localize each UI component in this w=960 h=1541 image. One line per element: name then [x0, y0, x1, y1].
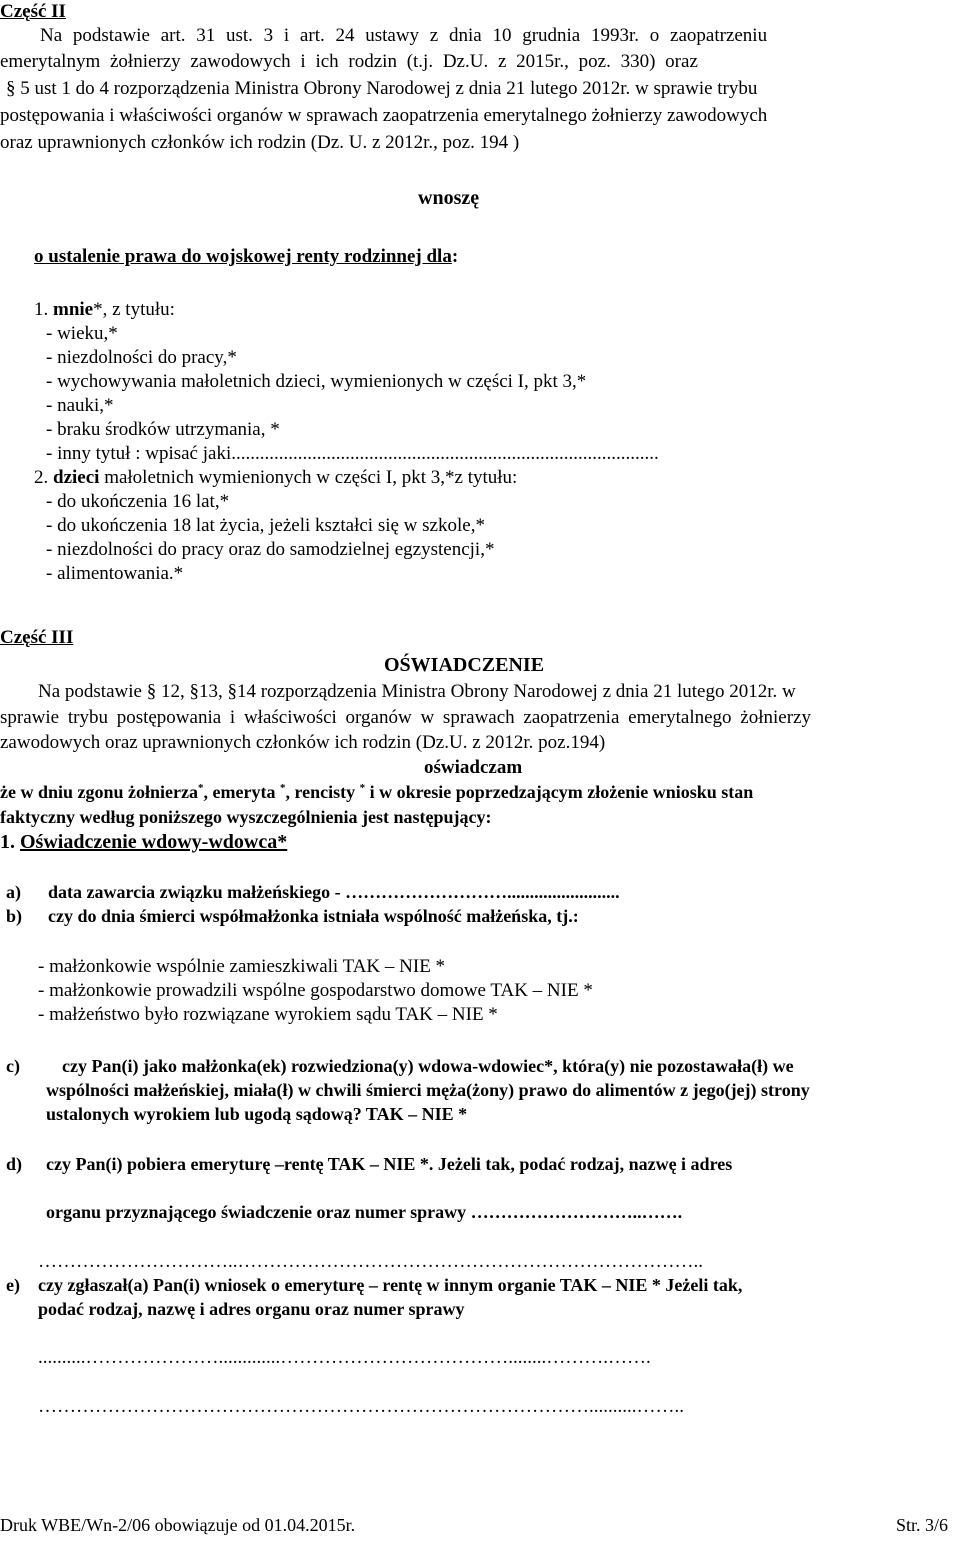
item-c-label: c) [6, 1056, 20, 1076]
subject-text: o ustalenie prawa do wojskowej renty rodzinnej dla [34, 246, 452, 267]
item-2-option: - do ukończenia 16 lat,* [46, 491, 230, 512]
item-2-option: - niezdolności do pracy oraz do samodzielnej egzystencji,* [46, 539, 495, 560]
item-2-rest: małoletnich wymienionych w części I, pkt 3,*z tytułu: [99, 467, 518, 488]
oswiadczam-heading: oświadczam [424, 757, 523, 778]
item-e-dots-2: ……………………………………………………………………………..........…….. [38, 1396, 684, 1417]
item-1-bold: mnie [53, 299, 94, 320]
item-e-label: e) [6, 1275, 20, 1295]
star: * [359, 782, 366, 794]
item-1 [34, 298, 175, 322]
item-b-option: - małżonkowie wspólnie zamieszkiwali TAK – NIE * [38, 956, 446, 977]
item-2 [34, 466, 517, 490]
statement-part-c: , rencisty [285, 782, 356, 802]
item-2-option: - alimentowania.* [46, 563, 184, 584]
part2-intro-line-1 [40, 24, 958, 48]
item-b-option: - małżeństwo było rozwiązane wyrokiem sądu TAK – NIE * [38, 1004, 498, 1025]
item-1-option: - nauki,* [46, 395, 114, 416]
item-1-option: - wychowywania małoletnich dzieci, wymienionych w części I, pkt 3,* [46, 371, 587, 392]
statement-part-a: że w dniu zgonu żołnierza [0, 782, 198, 802]
item-b-text: czy do dnia śmierci współmałżonka istniała wspólność małżeńska, tj.: [48, 906, 579, 926]
part3-title: OŚWIADCZENIE [384, 654, 545, 676]
item-b-option: - małżonkowie prowadzili wspólne gospodarstwo domowe TAK – NIE * [38, 980, 593, 1001]
part2-heading: Część II [0, 1, 66, 22]
part3-heading: Część III [0, 627, 74, 648]
item-a-label: a) [6, 882, 21, 902]
item-e-dots-1: ..........………………….............………………………………........……….……. [38, 1347, 651, 1368]
item-1-number: 1. [34, 299, 49, 320]
item-a-text: data zawarcia związku małżeńskiego - ………………………......................... [48, 882, 620, 902]
section-1-title: Oświadczenie wdowy-wdowca* [20, 831, 288, 853]
item-e-line-2: podać rodzaj, nazwę i adres organu oraz numer sprawy [38, 1299, 465, 1319]
footer-form-code: Druk WBE/Wn-2/06 obowiązuje od 01.04.2015r. [0, 1515, 356, 1535]
subject-line [34, 245, 458, 269]
statement-part-b: , emeryta [203, 782, 276, 802]
item-2-bold: dzieci [53, 467, 100, 488]
part2-intro-line-2: emerytalnym żołnierzy zawodowych i ich rodzin (t.j. Dz.U. z 2015r., poz. 330) oraz [0, 51, 698, 72]
item-2-number: 2. [34, 467, 49, 488]
item-d-line-1: czy Pan(i) pobiera emeryturę –rentę TAK – NIE *. Jeżeli tak, podać rodzaj, nazwę i adres [46, 1154, 733, 1174]
item-d-dots: …………………………..……………………………………………………………….. [38, 1251, 703, 1272]
item-1-rest: *, z tytułu: [93, 299, 175, 320]
wnosze-heading: wnoszę [418, 187, 480, 209]
item-1-option: - wieku,* [46, 323, 118, 344]
item-c-line-1: czy Pan(i) jako małżonka(ek) rozwiedziona(y) wdowa-wdowiec*, która(y) nie pozostawała(ł) we [62, 1056, 794, 1076]
statement-line-1 [0, 780, 753, 804]
item-c-line-3: ustalonych wyrokiem lub ugodą sądową? TAK – NIE * [46, 1104, 468, 1124]
part2-intro-line-4: postępowania i właściwości organów w sprawach zaopatrzenia emerytalnego żołnierzy zawodowych [0, 105, 768, 126]
item-d-label: d) [6, 1154, 23, 1174]
star: * [198, 782, 204, 794]
section-1-number: 1. [0, 831, 15, 853]
part2-intro-line-3: § 5 ust 1 do 4 rozporządzenia Ministra Obrony Narodowej z dnia 21 lutego 2012r. w sprawie trybu [6, 78, 758, 99]
item-1-option: - niezdolności do pracy,* [46, 347, 237, 368]
part3-intro-line-2: sprawie trybu postępowania i właściwości organów w sprawach zaopatrzenia emerytalnego żołnierzy [0, 707, 811, 728]
item-b-label: b) [6, 906, 23, 926]
part3-intro-line-3: zawodowych oraz uprawnionych członków ich rodzin (Dz.U. z 2012r. poz.194) [0, 732, 606, 753]
item-2-option: - do ukończenia 18 lat życia, jeżeli kształci się w szkole,* [46, 515, 485, 536]
part2-intro-line-5: oraz uprawnionych członków ich rodzin (Dz. U. z 2012r., poz. 194 ) [0, 132, 520, 153]
part3-intro-line-1: Na podstawie § 12, §13, §14 rozporządzenia Ministra Obrony Narodowej z dnia 21 lutego 2012r. w [38, 681, 796, 702]
item-e-line-1: czy zgłaszał(a) Pan(i) wniosek o emeryturę – rentę w innym organie TAK – NIE * Jeżeli tak, [38, 1275, 743, 1295]
statement-line-2: faktyczny według poniższego wyszczególnienia jest następujący: [0, 807, 492, 827]
item-1-option: - braku środków utrzymania, * [46, 419, 280, 440]
star: * [279, 782, 286, 794]
footer-page-number: Str. 3/6 [896, 1515, 949, 1535]
item-c-line-2: wspólności małżeńskiej, miała(ł) w chwili śmierci męża(żony) prawo do alimentów z jego(jej) strony [46, 1080, 810, 1100]
statement-part-d: i w okresie poprzedzającym złożenie wniosku stan [365, 782, 754, 802]
intro-text: Na podstawie art. 31 ust. 3 i art. 24 ustawy z dnia 10 grudnia 1993r. o zaopatrzeniu [40, 25, 768, 46]
section-1-heading [0, 830, 287, 854]
item-d-line-2: organu przyznającego świadczenie oraz numer sprawy ………………………..……. [46, 1202, 683, 1222]
subject-colon: : [451, 246, 459, 267]
item-1-option-other: - inny tytuł : wpisać jaki.......................................................................................... [46, 443, 659, 464]
